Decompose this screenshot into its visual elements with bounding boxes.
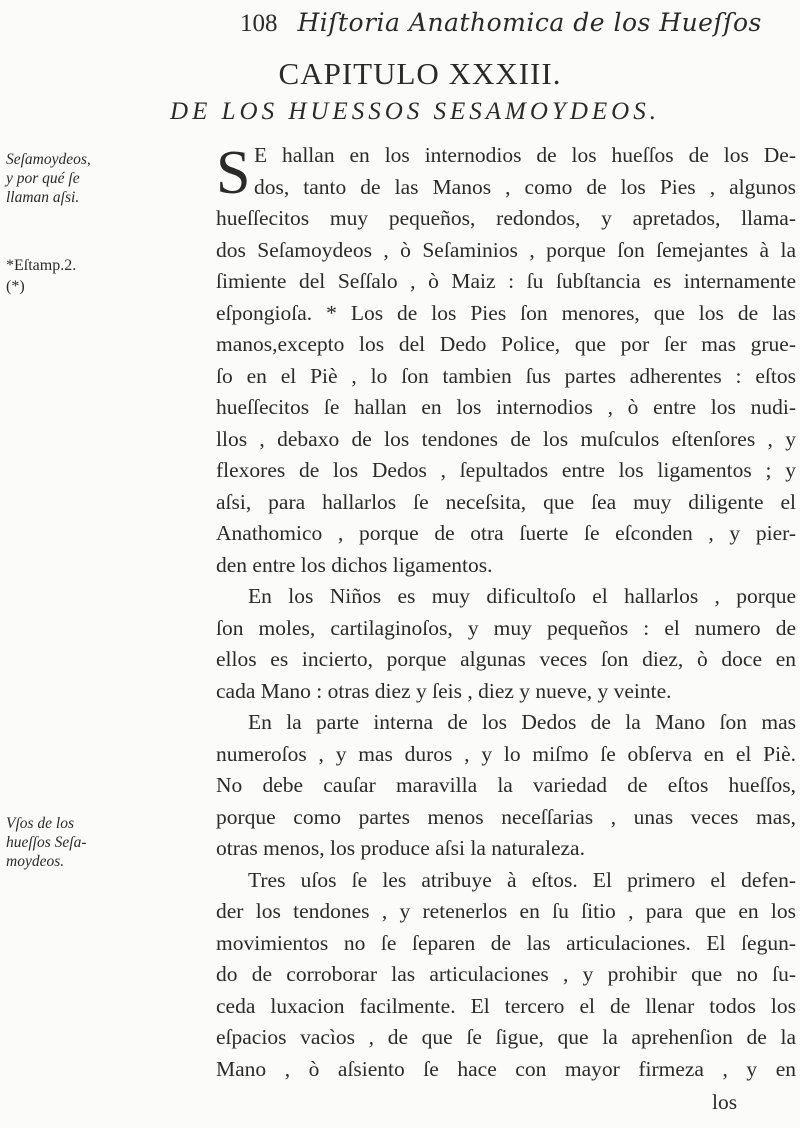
text-line: den entre los dichos ligamentos. — [216, 552, 493, 577]
page-number: 108 — [240, 10, 278, 37]
text-line: En la parte interna de los Dedos de la Mano ſon mas — [248, 710, 796, 734]
text-line: eſpacios vacìos , de que ſe ſigue, que la aprehenſion de la — [216, 1025, 796, 1049]
chapter-title: CAPITULO XXXIII. — [278, 56, 562, 91]
text-line: En los Niños es muy dificultoſo el hallarlos , porque — [248, 584, 796, 608]
margin-note-uses: Vſos de los hueſſos Seſa- moydeos. — [6, 815, 87, 870]
text-line: ellos es incierto, porque algunas veces ſon diez, ò doce en — [216, 647, 796, 671]
body-text — [216, 140, 796, 1085]
chapter-subtitle: DE LOS HUESSOS SESAMOYDEOS. — [170, 98, 660, 125]
text-line: aſsi, para hallarlos ſe neceſsita, que ſea muy diligente el — [216, 489, 796, 514]
text-line: manos,excepto los del Dedo Police, que por ſer mas grue- — [216, 332, 796, 356]
text-line: Tres uſos ſe les atribuye à eſtos. El primero el defen- — [248, 867, 796, 892]
text-line: cada Mano : otras diez y ſeis , diez y nueve, y veinte. — [216, 678, 672, 703]
margin-note-sesamoideos: Seſamoydeos, y por qué ſe llaman aſsi. — [6, 151, 91, 206]
text-line: otras menos, los produce aſsi la naturaleza. — [216, 836, 585, 860]
text-line: dos, tanto de las Manos , como de los Pies , algunos — [254, 174, 796, 199]
catchword: los — [712, 1090, 738, 1114]
text-line: llos , debaxo de los tendones de los muſculos eſtenſores , y — [216, 426, 796, 451]
text-line: Anathomico , porque de otra ſuerte ſe eſconden , y pier- — [216, 521, 796, 545]
text-line: hueſſecitos muy pequeños, redondos, y apretados, llama- — [216, 206, 796, 230]
text-line: dos Seſamoydeos , ò Seſaminios , porque ſon ſemejantes à la — [216, 237, 796, 262]
text-line: ſon moles, cartilaginoſos, y muy pequeños : el numero de — [216, 615, 796, 640]
running-head — [240, 8, 800, 38]
text-line: No debe cauſar maravilla la variedad de eſtos hueſſos, — [216, 773, 796, 797]
margin-note-plate-reference: *Eſtamp.2. (*) — [6, 257, 77, 295]
running-title: Hiſtoria Anathomica de los Hueſſos — [297, 8, 762, 37]
text-line: ceda luxacion facilmente. El tercero el de llenar todos los — [216, 993, 796, 1018]
text-line: porque como partes menos neceſſarias , unas veces mas, — [216, 804, 796, 829]
text-line: Mano , ò aſsiento ſe hace con mayor firmeza , y en — [216, 1056, 796, 1081]
text-line: der los tendones , y retenerlos en ſu ſitio , para que en los — [216, 899, 796, 923]
drop-cap: S — [216, 139, 251, 207]
text-line: E hallan en los internodios de los hueſſos de los De- — [254, 143, 796, 167]
text-line: movimientos no ſe ſeparen de las articulaciones. El ſegun- — [216, 930, 796, 955]
text-line: hueſſecitos ſe hallan en los internodios , ò entre los nudi- — [216, 395, 796, 419]
text-line: do de corroborar las articulaciones , y prohibir que no ſu- — [216, 962, 796, 986]
text-line: flexores de los Dedos , ſepultados entre los ligamentos ; y — [216, 458, 796, 482]
text-line: ſimiente del Seſſalo , ò Maiz : ſu ſubſtancia es internamente — [216, 269, 796, 293]
text-line: numeroſos , y mas duros , y lo miſmo ſe obſerva en el Piè. — [216, 741, 796, 766]
text-line: ſo en el Piè , lo ſon tambien ſus partes adherentes : eſtos — [216, 363, 796, 388]
text-line: eſpongioſa. * Los de los Pies ſon menores, que los de las — [216, 300, 796, 325]
